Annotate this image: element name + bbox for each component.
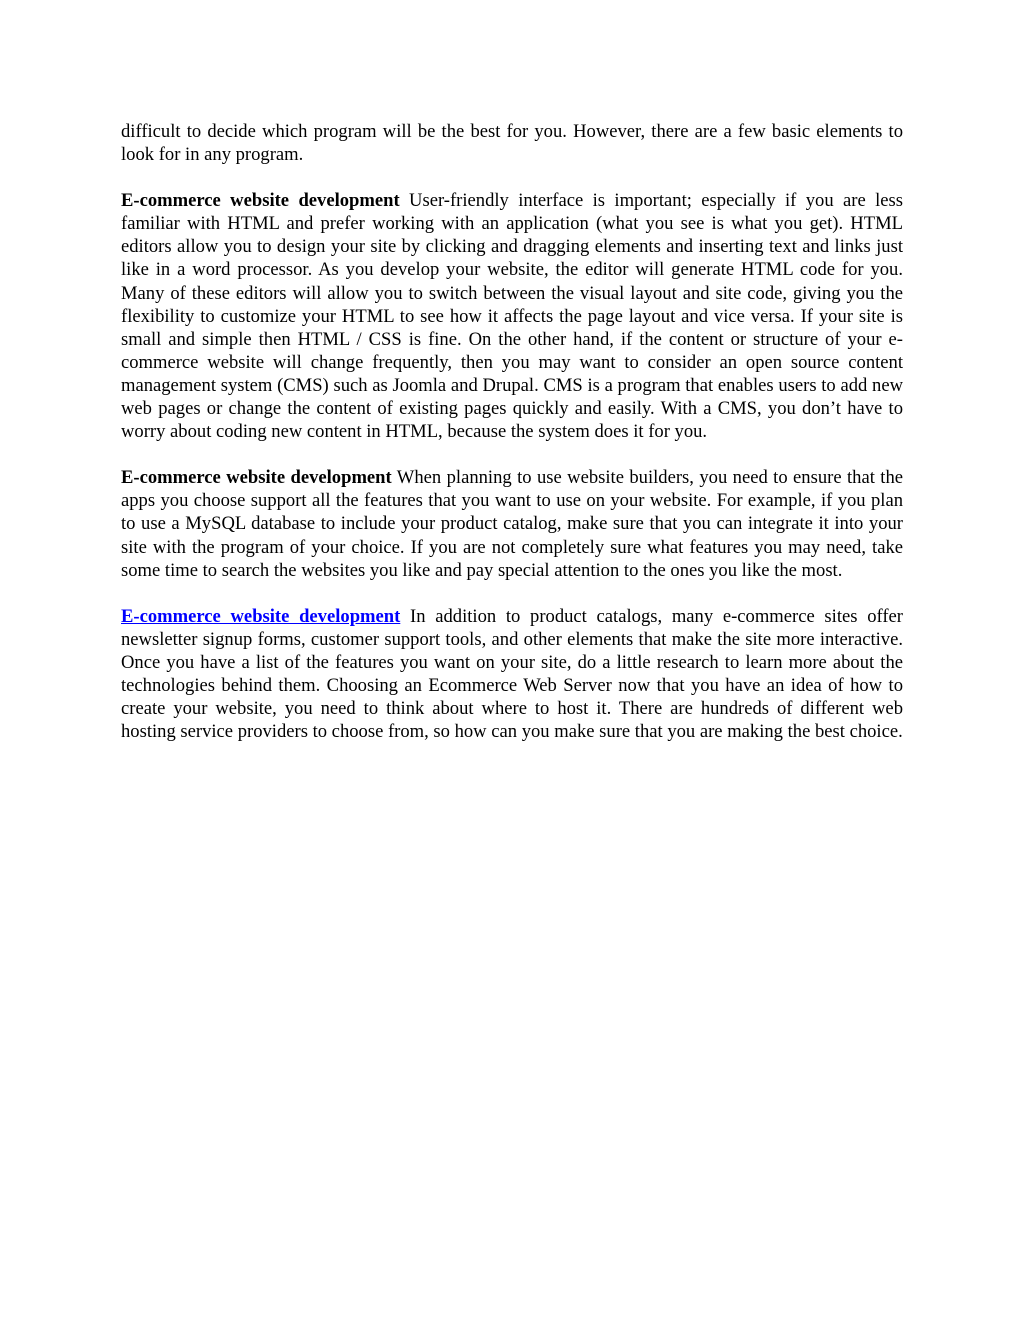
paragraph-text: difficult to decide which program will be the best for you. However, there are a few basic elements to look for in any program. bbox=[121, 121, 903, 166]
paragraph-intro bbox=[121, 120, 903, 166]
paragraph-text: When planning to use website builders, you need to ensure that the apps you choose support all the features that you want to use on your website. For example, if you plan to use a MySQL database to include your product catalog, make sure that you can integrate it into your site with the program of your choice. If you are not completely sure what features you may need, take some time to search the websites you like and pay special attention to the ones you like the most. bbox=[121, 467, 903, 581]
paragraph-lead: E-commerce website development bbox=[121, 190, 400, 212]
paragraph-features bbox=[121, 605, 903, 744]
paragraph-website-builders bbox=[121, 466, 903, 581]
paragraph-interface bbox=[121, 189, 903, 443]
paragraph-lead: E-commerce website development bbox=[121, 467, 392, 489]
ecommerce-development-link[interactable]: E-commerce website development bbox=[121, 605, 401, 627]
paragraph-text: In addition to product catalogs, many e-commerce sites offer newsletter signup forms, customer support tools, and other elements that make the site more interactive. Once you have a list of the features you want on your site, do a little research to learn more about the technologies behind them. Choosing an Ecommerce Web Server now that you have an idea of how to create your website, you need to think about where to host it. There are hundreds of different web hosting service providers to choose from, so how can you make sure that you are making the best choice. bbox=[121, 605, 903, 743]
paragraph-text: User-friendly interface is important; especially if you are less familiar with HTML and prefer working with an application (what you see is what you get). HTML editors allow you to design your site by clicking and dragging elements and inserting text and links just like in a word processor. As you develop your website, the editor will generate HTML code for you. Many of these editors will allow you to switch between the visual layout and site code, giving you the flexibility to customize your HTML to see how it affects the page layout and vice versa. If your site is small and simple then HTML / CSS is fine. On the other hand, if the content or structure of your e-commerce website will change frequently, then you may want to consider an open source content management system (CMS) such as Joomla and Drupal. CMS is a program that enables users to add new web pages or change the content of existing pages quickly and easily. With a CMS, you don’t have to worry about coding new content in HTML, because the system does it for you. bbox=[121, 190, 904, 443]
document-page bbox=[121, 120, 903, 766]
